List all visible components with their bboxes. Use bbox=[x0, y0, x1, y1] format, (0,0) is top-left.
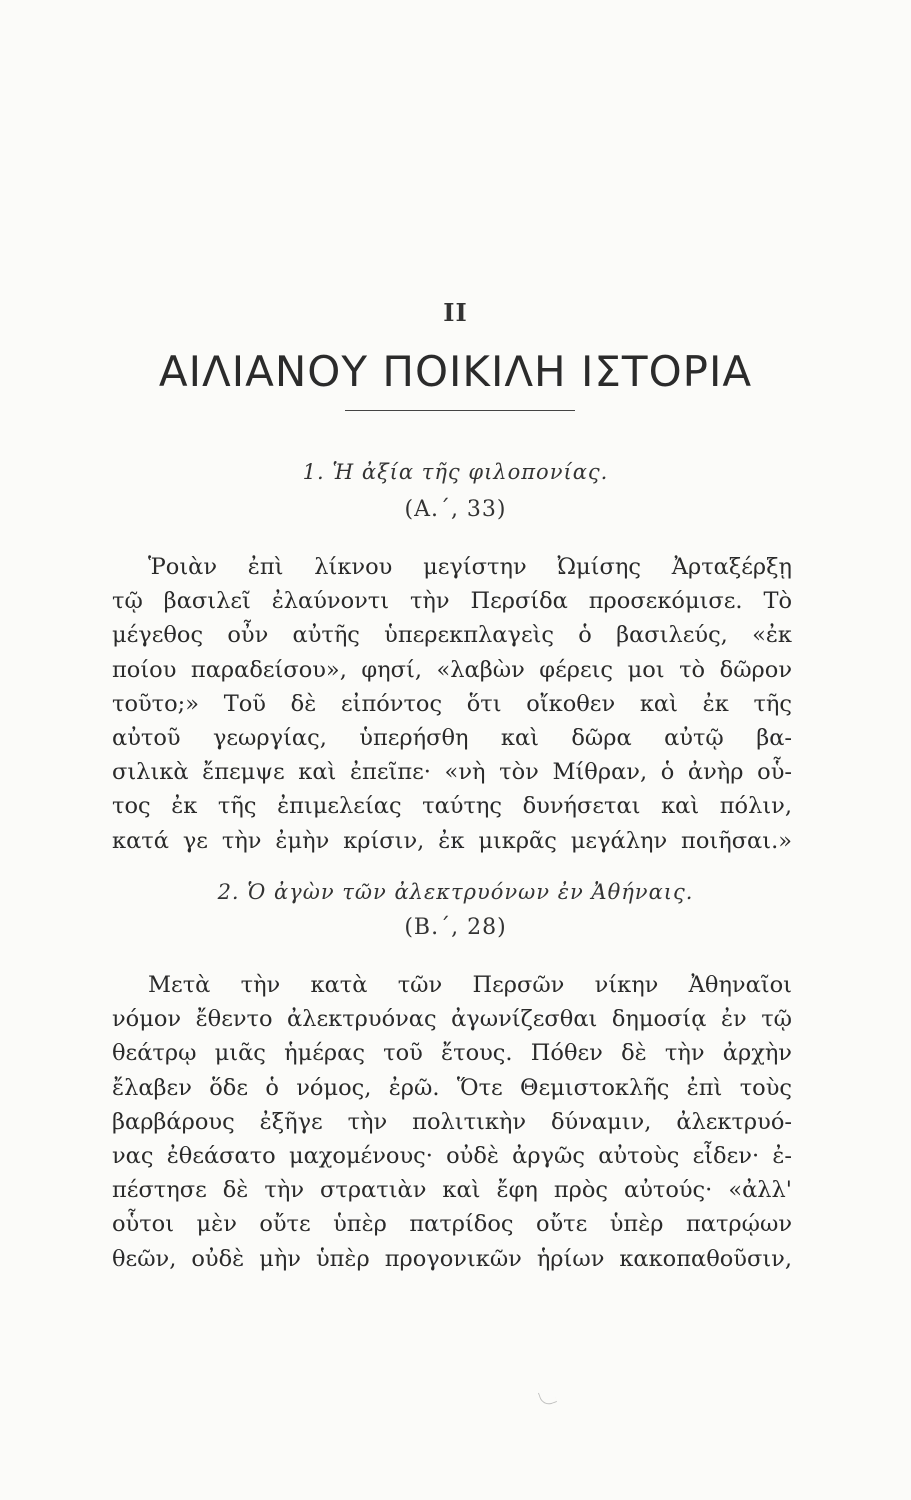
section-1-heading: 1. Ἡ ἀξία τῆς φιλοπονίας. bbox=[302, 460, 609, 484]
text-line: κατά γε τὴν ἐμὴν κρίσιν, ἐκ μικρᾶς μεγάλην ποιῆσαι.» bbox=[112, 827, 792, 854]
text-line: θεῶν, οὐδὲ μὴν ὑπὲρ προγονικῶν ἡρίων κακοπαθοῦσιν, bbox=[112, 1245, 792, 1272]
text-line: Μετὰ τὴν κατὰ τῶν Περσῶν νίκην Ἀθηναῖοι bbox=[148, 972, 792, 998]
text-line: τοῦτο;» Τοῦ δὲ εἰπόντος ὅτι οἴκοθεν καὶ ἐκ τῆς bbox=[112, 690, 792, 717]
section-2-text bbox=[112, 968, 792, 1276]
section-2-heading: 2. Ὁ ἀγὼν τῶν ἀλεκτρυόνων ἐν Ἀθήναις. bbox=[217, 880, 694, 904]
text-line: νας ἐθεάσατο μαχομένους· οὐδὲ ἀργῶς αὐτοὺς εἶδεν· ἐ- bbox=[112, 1143, 792, 1170]
text-line: Ῥοιὰν ἐπὶ λίκνου μεγίστην Ὠμίσης Ἀρταξέρξῃ bbox=[148, 554, 792, 580]
title-rule bbox=[345, 410, 575, 411]
text-line: τῷ βασιλεῖ ἐλαύνοντι τὴν Περσίδα προσεκόμισε. Τὸ bbox=[112, 588, 792, 615]
text-line: πέστησε δὲ τὴν στρατιὰν καὶ ἔφη πρὸς αὐτούς· «ἀλλ' bbox=[112, 1177, 792, 1204]
text-line: βαρβάρους ἐξῆγε τὴν πολιτικὴν δύναμιν, ἀλεκτρυό- bbox=[112, 1108, 792, 1135]
section-1-reference: (Α.΄, 33) bbox=[404, 497, 507, 522]
chapter-numeral: II bbox=[443, 298, 468, 327]
text-line: οὗτοι μὲν οὔτε ὑπὲρ πατρίδος οὔτε ὑπὲρ πατρῴων bbox=[112, 1211, 792, 1238]
ink-mark bbox=[538, 1388, 557, 1407]
section-1-text bbox=[112, 550, 792, 858]
section-2-reference: (Β.΄, 28) bbox=[404, 915, 507, 940]
page-title: ΑΙΛΙΑΝΟΥ ΠΟΙΚΙΛΗ ΙΣΤΟΡΙΑ bbox=[158, 347, 753, 396]
text-line: σιλικὰ ἔπεμψε καὶ ἐπεῖπε· «νὴ τὸν Μίθραν, ὁ ἀνὴρ οὗ- bbox=[112, 759, 792, 786]
text-line: ἔλαβεν ὅδε ὁ νόμος, ἐρῶ. Ὅτε Θεμιστοκλῆς ἐπὶ τοὺς bbox=[112, 1074, 792, 1101]
text-line: θεάτρῳ μιᾶς ἡμέρας τοῦ ἔτους. Πόθεν δὲ τὴν ἀρχὴν bbox=[112, 1040, 792, 1067]
text-line: νόμον ἔθεντο ἀλεκτρυόνας ἀγωνίζεσθαι δημοσίᾳ ἐν τῷ bbox=[112, 1006, 792, 1033]
text-line: αὐτοῦ γεωργίας, ὑπερήσθη καὶ δῶρα αὐτῷ βα- bbox=[112, 725, 792, 752]
text-line: μέγεθος οὖν αὐτῆς ὑπερεκπλαγεὶς ὁ βασιλεύς, «ἐκ bbox=[112, 622, 792, 649]
text-line: τος ἐκ τῆς ἐπιμελείας ταύτης δυνήσεται καὶ πόλιν, bbox=[112, 793, 792, 820]
text-line: ποίου παραδείσου», φησί, «λαβὼν φέρεις μοι τὸ δῶρον bbox=[112, 656, 792, 683]
